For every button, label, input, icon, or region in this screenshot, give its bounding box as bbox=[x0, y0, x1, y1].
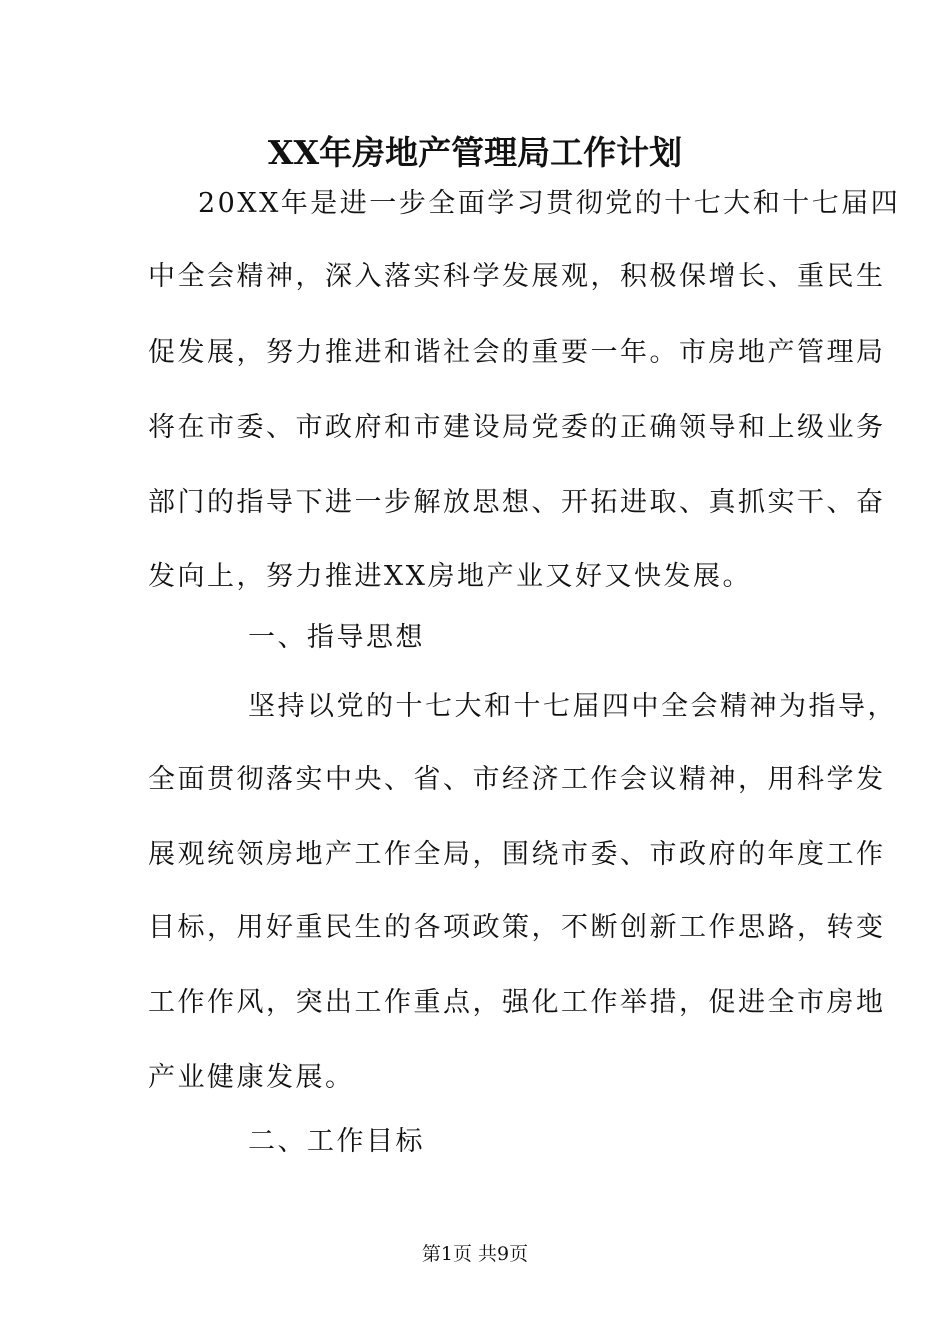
paragraph-line: 产业健康发展。 bbox=[148, 1062, 355, 1093]
paragraph-line: 发向上，努力推进XX房地产业又好又快发展。 bbox=[148, 561, 752, 592]
paragraph-line: 部门的指导下进一步解放思想、开拓进取、真抓实干、奋 bbox=[148, 487, 886, 518]
section-heading: 二、工作目标 bbox=[248, 1126, 425, 1157]
document-title: XX年房地产管理局工作计划 bbox=[267, 133, 683, 172]
paragraph-line: 促发展，努力推进和谐社会的重要一年。市房地产管理局 bbox=[148, 337, 886, 368]
paragraph-line: 将在市委、市政府和市建设局党委的正确领导和上级业务 bbox=[148, 412, 886, 443]
page-number-footer: 第1页 共9页 bbox=[421, 1243, 529, 1265]
paragraph-line: 全面贯彻落实中央、省、市经济工作会议精神，用科学发 bbox=[148, 764, 886, 795]
paragraph-line: 展观统领房地产工作全局，围绕市委、市政府的年度工作 bbox=[148, 839, 886, 870]
paragraph-line: 目标，用好重民生的各项政策，不断创新工作思路，转变 bbox=[148, 912, 886, 943]
paragraph-line: 20XX年是进一步全面学习贯彻党的十七大和十七届四 bbox=[198, 188, 901, 219]
paragraph-line: 工作作风，突出工作重点，强化工作举措，促进全市房地 bbox=[148, 987, 886, 1018]
paragraph-line: 坚持以党的十七大和十七届四中全会精神为指导， bbox=[248, 691, 897, 722]
paragraph-line: 中全会精神，深入落实科学发展观，积极保增长、重民生 bbox=[148, 261, 886, 292]
section-heading: 一、指导思想 bbox=[248, 622, 425, 653]
